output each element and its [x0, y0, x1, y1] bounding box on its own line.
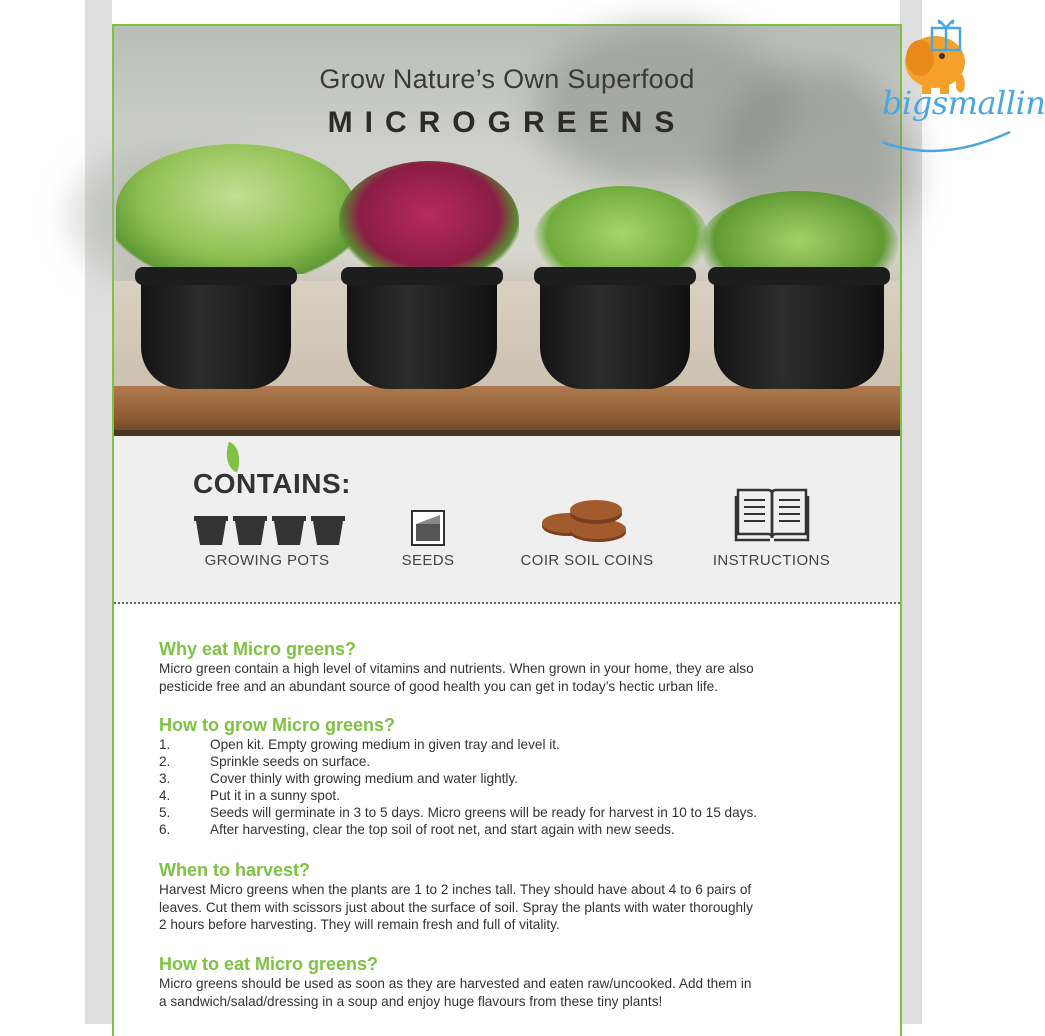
section-text-why: Micro green contain a high level of vitamins and nutrients. When grown in your home, they are also pesticide free and an abundant source of good health you can get in today’s hectic urban life.	[159, 661, 754, 694]
brand-logo-text: bigsmallin	[882, 84, 1045, 122]
book-icon	[734, 486, 810, 544]
divider	[114, 602, 900, 604]
step-item: 5. Seeds will germinate in 3 to 5 days. Micro greens will be ready for harvest in 10 to 15 days.	[159, 805, 758, 820]
step-item: 3. Cover thinly with growing medium and water lightly.	[159, 771, 519, 786]
product-sheet	[112, 24, 902, 1036]
hero-title: MICROGREENS	[327, 106, 687, 139]
step-item: 4. Put it in a sunny spot.	[159, 788, 340, 803]
step-item: 2. Sprinkle seeds on surface.	[159, 754, 371, 769]
section-text-eat: Micro greens should be used as soon as they are harvested and eaten raw/uncooked. Add them in a sandwich/salad/dressing in a soup and enjoy huge flavours from these tiny plants!	[159, 976, 752, 1009]
section-heading-why: Why eat Micro greens?	[159, 639, 357, 659]
step-item: 6. After harvesting, clear the top soil of root net, and start again with new seeds.	[159, 822, 675, 837]
section-heading-when: When to harvest?	[159, 860, 311, 880]
pot-photo-3	[540, 271, 690, 389]
page-gutter-left	[85, 0, 112, 1024]
contains-title: CONTAINS:	[193, 468, 351, 499]
section-text-when: Harvest Micro greens when the plants are 1 to 2 inches tall. They should have about 4 to 6 pairs of leaves. Cut them with scissors just about the surface of soil. Spray the plants with water thoroughly 2 hours before harvesting. They will remain fresh and full of vitality.	[159, 882, 753, 932]
pot-photo-1	[141, 271, 291, 389]
coins-icon	[540, 498, 632, 546]
contains-item-label: COIR SOIL COINS	[520, 552, 654, 569]
hero-subtitle: Grow Nature’s Own Superfood	[319, 64, 695, 94]
contains-item-label: GROWING POTS	[204, 552, 330, 569]
seeds-icon	[411, 510, 445, 546]
hero-photo	[114, 26, 900, 436]
contains-item-label: INSTRUCTIONS	[712, 552, 831, 569]
contains-item-label: SEEDS	[401, 552, 455, 569]
pot-photo-4	[714, 271, 884, 389]
pots-icon	[192, 512, 350, 548]
pot-photo-2	[347, 271, 497, 389]
section-heading-how: How to grow Micro greens?	[159, 715, 396, 735]
step-item: 1. Open kit. Empty growing medium in given tray and level it.	[159, 737, 560, 752]
section-heading-eat: How to eat Micro greens?	[159, 954, 379, 974]
